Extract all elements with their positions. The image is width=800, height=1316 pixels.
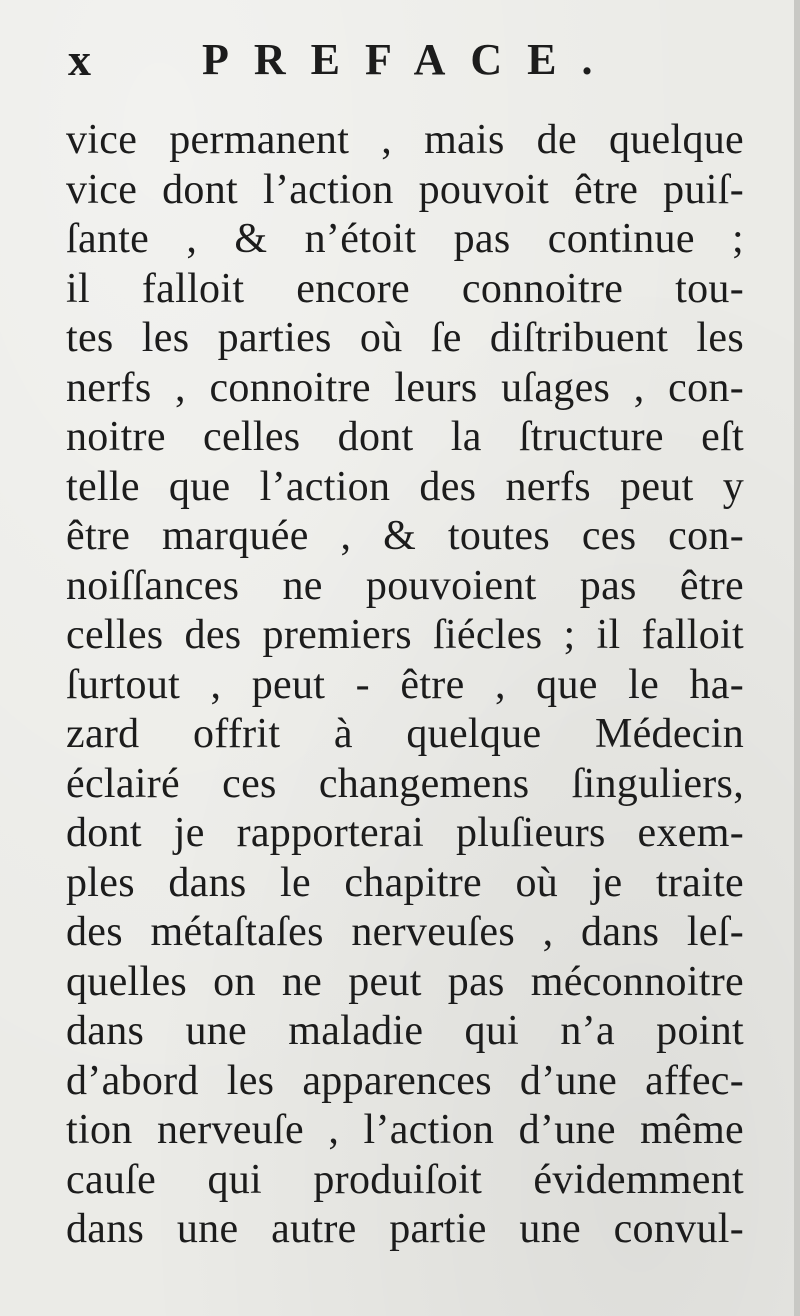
text-line: tes les parties où ſe diſtribuent les	[66, 315, 744, 361]
text-line: dont je rapporterai pluſieurs exem-	[66, 810, 744, 856]
text-line: noitre celles dont la ſtructure eſt	[66, 414, 744, 460]
text-line: tion nerveuſe , l’action d’une même	[66, 1107, 744, 1153]
text-line: ples dans le chapitre où je traite	[66, 859, 744, 906]
text-line: dans une autre partie une convul-	[66, 1206, 744, 1252]
text-line: vice permanent , mais de quelque	[66, 117, 744, 163]
text-line: nerfs , connoitre leurs uſages , con-	[66, 364, 744, 411]
text-line: d’abord les apparences d’une affec-	[66, 1057, 744, 1104]
text-line: ſante , & n’étoit pas continue ;	[66, 216, 744, 262]
text-line: vice dont l’action pouvoit être puiſ-	[66, 166, 744, 213]
text-line: noiſſances ne pouvoient pas être	[66, 562, 744, 609]
text-line: telle que l’action des nerfs peut y	[66, 463, 744, 510]
text-line: zard offrit à quelque Médecin	[66, 711, 744, 757]
text-line: cauſe qui produiſoit évidemment	[66, 1156, 744, 1203]
text-line: être marquée , & toutes ces con-	[66, 513, 744, 559]
running-title: PREFACE.	[202, 35, 618, 84]
text-line: dans une maladie qui n’a point	[66, 1008, 744, 1054]
page-edge-shadow	[794, 0, 800, 1316]
text-line: quelles on ne peut pas méconnoitre	[66, 958, 744, 1005]
page-header	[62, 30, 762, 90]
text-line: il falloit encore connoitre tou-	[66, 265, 744, 312]
page-number: x	[68, 34, 91, 85]
text-line: celles des premiers ſiécles ; il falloit	[66, 612, 744, 658]
text-line: ſurtout , peut - être , que le ha-	[66, 661, 744, 708]
text-line: des métaſtaſes nerveuſes , dans leſ-	[66, 909, 744, 955]
body-text	[66, 116, 744, 1255]
text-line: éclairé ces changemens ſinguliers,	[66, 760, 744, 807]
